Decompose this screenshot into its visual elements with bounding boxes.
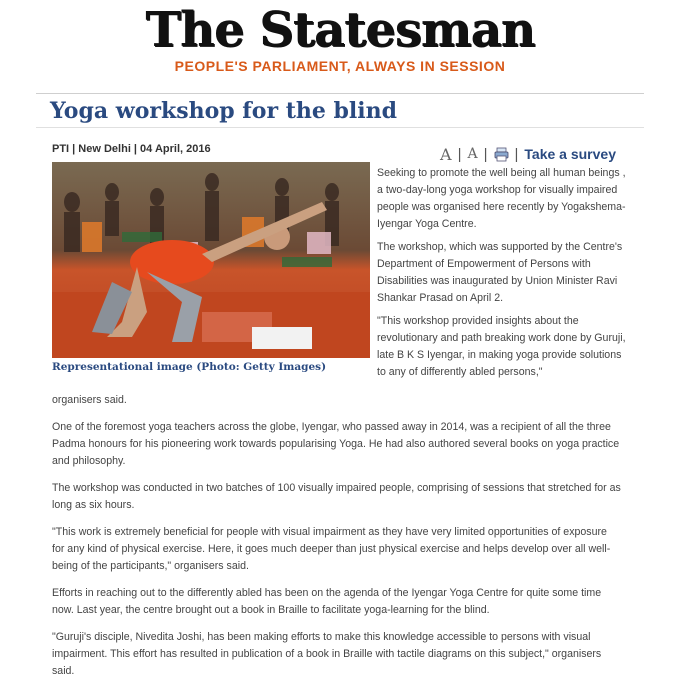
toolbar-separator: | (457, 145, 462, 163)
article-paragraph: organisers said. (52, 394, 127, 406)
article-paragraph: Efforts in reaching out to the differently abled has been on the agenda of the Iyengar Yoga Centre for quite some time now. Last year, the centre brought out a book in Braille to facilitate yoga-learning for the blind. (52, 587, 602, 616)
article-byline: PTI | New Delhi | 04 April, 2016 (52, 143, 211, 155)
article-paragraph: "This work is extremely beneficial for people with visual impairment as they have very limited opportunities of exposure for any kind of physical exercise. Here, it goes much deeper than just physical exercise and helps develop over all well-being of the participants," organisers said. (52, 526, 611, 572)
font-decrease-button[interactable]: A (467, 146, 478, 162)
article-body (52, 392, 622, 690)
site-logo[interactable]: The Statesman (145, 2, 535, 58)
font-increase-button[interactable]: A (440, 144, 452, 164)
article-photo (52, 162, 370, 358)
article-toolbar (440, 143, 616, 165)
article-headline: Yoga workshop for the blind (50, 98, 397, 124)
toolbar-separator: | (483, 145, 488, 163)
masthead-divider (36, 93, 644, 94)
site-tagline: PEOPLE'S PARLIAMENT, ALWAYS IN SESSION (174, 58, 506, 74)
article-paragraph: One of the foremost yoga teachers across the globe, Iyengar, who passed away in 2014, was a recipient of all the three Padma honours for his pioneering work towards popularising Yoga. He had also authored several books on yoga practice and philosophy. (52, 421, 620, 467)
headline-divider (36, 127, 644, 128)
article-paragraph: The workshop was conducted in two batches of 100 visually impaired people, comprising of sessions that stretched for as long as six hours. (52, 482, 621, 511)
masthead (0, 0, 680, 90)
article-paragraph: "Guruji's disciple, Nivedita Joshi, has been making efforts to make this knowledge accessible to persons with visual impairment. This effort has resulted in publication of a book in Braille with tactile diagrams on this subject," organisers said. (52, 631, 602, 677)
article-side-column (377, 165, 627, 387)
take-survey-link[interactable]: Take a survey (524, 146, 616, 162)
article-paragraph: "This workshop provided insights about the revolutionary and path breaking work done by Guruji, late B K S Iyengar, in making yoga provide solutions to any of differently abled persons," (377, 315, 626, 378)
print-icon[interactable] (494, 147, 509, 162)
toolbar-separator: | (514, 145, 519, 163)
photo-caption: Representational image (Photo: Getty Images) (52, 361, 327, 373)
article-paragraph: The workshop, which was supported by the Centre's Department of Empowerment of Persons with Disabilities was inaugurated by Union Minister Ravi Shankar Prasad on April 2. (377, 241, 623, 304)
article-paragraph: Seeking to promote the well being all human beings , a two-day-long yoga workshop for visually impaired people was organised here recently by Yogakshema-Iyengar Yoga Centre. (377, 167, 626, 230)
